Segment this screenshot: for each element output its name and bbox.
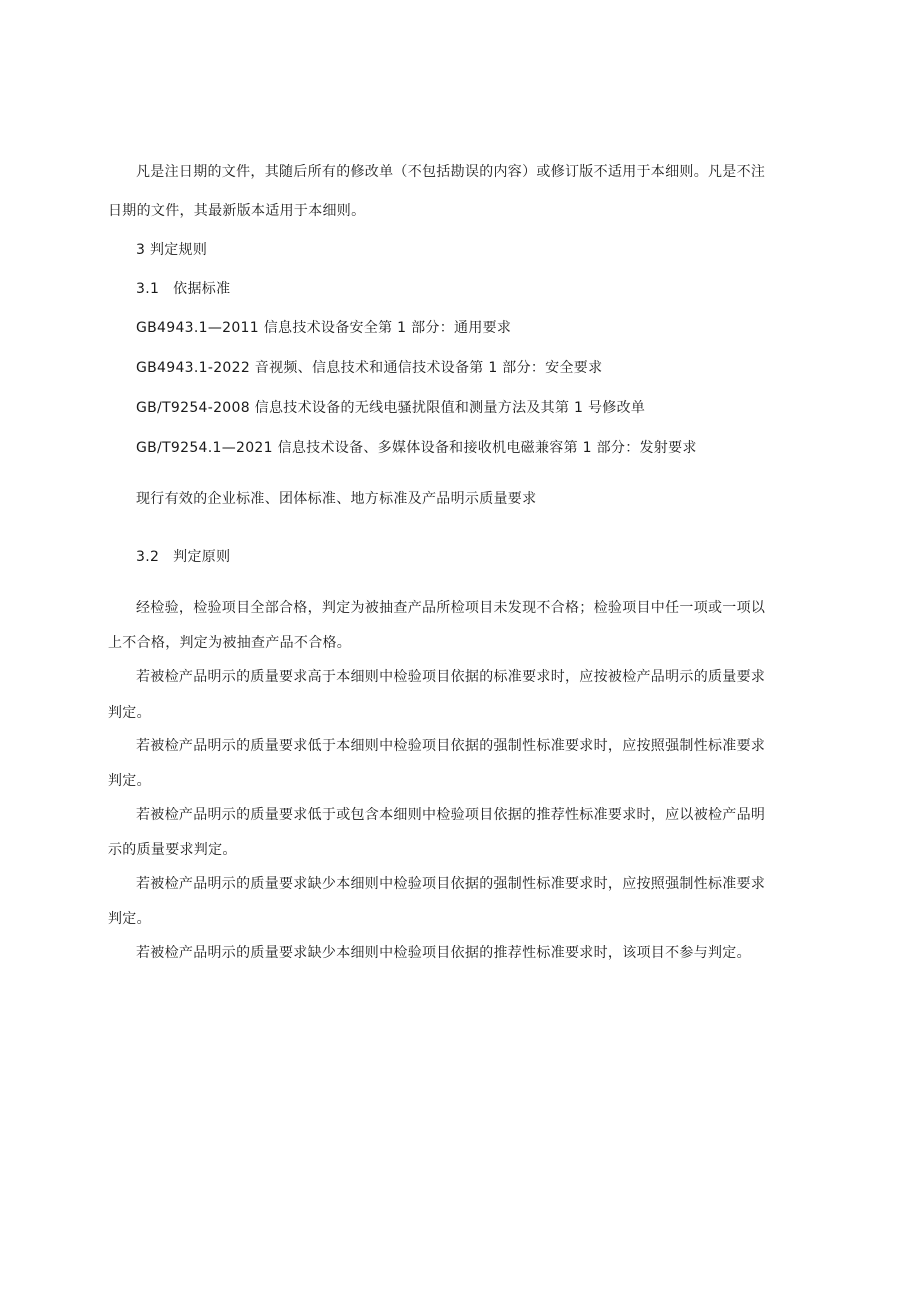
principle-3-line-1: 若被检产品明示的质量要求低于本细则中检验项目依据的强制性标准要求时，应按照强制性标准要求	[136, 738, 766, 754]
principle-4-line-2: 示的质量要求判定。	[108, 842, 237, 858]
intro-paragraph-line-2: 日期的文件，其最新版本适用于本细则。	[108, 203, 366, 219]
section-3-2-title: 判定原则	[173, 549, 231, 565]
section-3-heading: 3 判定规则	[136, 242, 208, 258]
standard-item: GB4943.1—2011 信息技术设备安全第 1 部分：通用要求	[136, 320, 512, 336]
principle-4-line-1: 若被检产品明示的质量要求低于或包含本细则中检验项目依据的推荐性标准要求时，应以被检产品明	[136, 807, 766, 823]
principle-2-line-1: 若被检产品明示的质量要求高于本细则中检验项目依据的标准要求时，应按被检产品明示的质量要求	[136, 669, 766, 685]
principle-5-line-1: 若被检产品明示的质量要求缺少本细则中检验项目依据的强制性标准要求时，应按照强制性标准要求	[136, 876, 766, 892]
section-3-1-heading	[136, 279, 826, 299]
principle-2-line-2: 判定。	[108, 705, 151, 721]
principle-6-line-1: 若被检产品明示的质量要求缺少本细则中检验项目依据的推荐性标准要求时，该项目不参与判定。	[136, 945, 751, 961]
principle-5-line-2: 判定。	[108, 911, 151, 927]
principle-1-line-2: 上不合格，判定为被抽查产品不合格。	[108, 635, 352, 651]
section-3-2-number: 3.2	[136, 549, 160, 565]
section-3-2-heading	[136, 547, 826, 567]
principle-1-line-1: 经检验，检验项目全部合格，判定为被抽查产品所检项目未发现不合格；检验项目中任一项或一项以	[136, 600, 766, 616]
standard-item: GB/T9254-2008 信息技术设备的无线电骚扰限值和测量方法及其第 1 号修改单	[136, 400, 646, 416]
section-3-1-number: 3.1	[136, 281, 160, 297]
standard-item: GB/T9254.1—2021 信息技术设备、多媒体设备和接收机电磁兼容第 1 部分：发射要求	[136, 440, 697, 456]
intro-paragraph-line-1: 凡是注日期的文件，其随后所有的修改单（不包括勘误的内容）或修订版不适用于本细则。凡是不注	[136, 164, 766, 180]
principle-3-line-2: 判定。	[108, 773, 151, 789]
standard-item: GB4943.1-2022 音视频、信息技术和通信技术设备第 1 部分：安全要求	[136, 360, 603, 376]
section-3-1-title: 依据标准	[173, 281, 231, 297]
other-standards-line: 现行有效的企业标准、团体标准、地方标准及产品明示质量要求	[136, 491, 537, 507]
